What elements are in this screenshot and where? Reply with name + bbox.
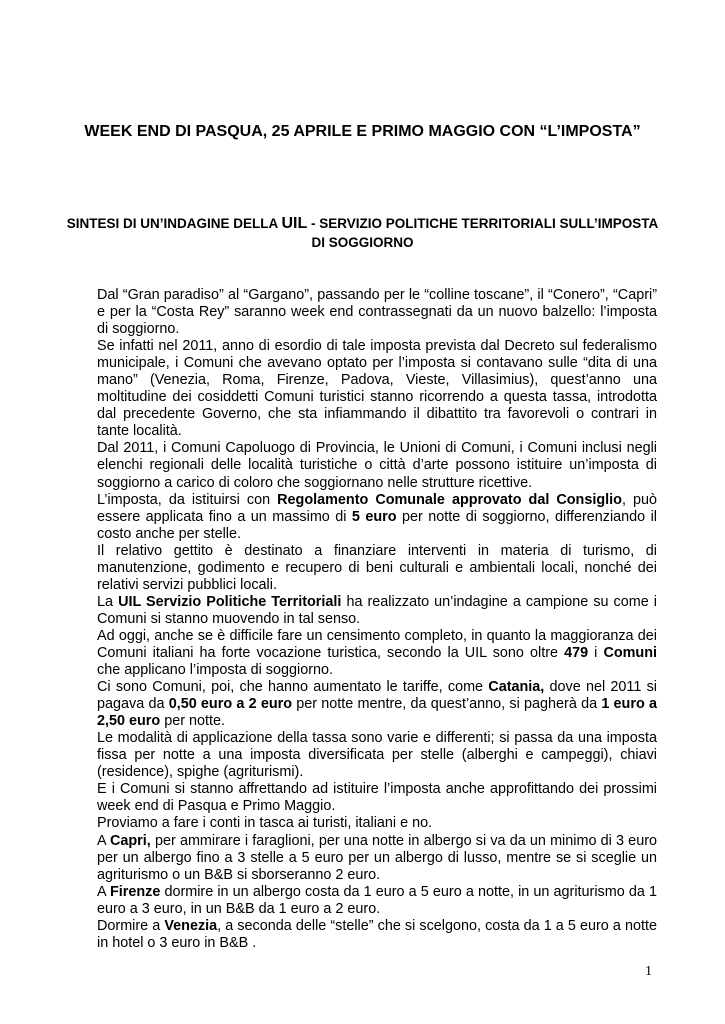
bold-text: 0,50 euro a 2 euro (168, 696, 292, 713)
body-paragraph (97, 543, 657, 594)
bold-text: 5 euro (351, 508, 397, 525)
paragraph-text: ha realizzato un’indagine a campione su come i Comuni si stanno muovendo in tal senso. (97, 593, 657, 627)
page-number: 1 (645, 964, 652, 979)
paragraph-text: Ci sono Comuni, poi, che hanno aumentato le tariffe, come (97, 679, 489, 696)
paragraph-text: dove nel 2011 si pagava da (97, 679, 657, 713)
body-paragraph (97, 679, 657, 730)
paragraph-text: Ad oggi, anche se è difficile fare un censimento completo, in quanto la maggioranza dei Comuni italiani ha forte vocazione turistica, secondo la UIL sono oltre (97, 627, 657, 661)
paragraph-text: dormire in un albergo costa da 1 euro a 5 euro a notte, in un agriturismo da 1 euro a 3 euro, in un B&B da 1 euro a 2 euro. (97, 883, 657, 917)
body-paragraph (97, 492, 657, 543)
paragraph-text: Le modalità di applicazione della tassa sono varie e differenti; si passa da una imposta fissa per notte a una imposta diversificata per stelle (alberghi e campeggi), chiavi (residence), spighe (agriturismi). (97, 730, 657, 781)
paragraph-text: Il relativo gettito è destinato a finanziare interventi in materia di turismo, di manutenzione, godimento e recupero di beni culturali e ambientali locali, nonché dei relativi servizi pubblici locali. (97, 542, 657, 593)
paragraph-text: , può essere applicata fino a un massimo di (97, 491, 657, 525)
paragraph-text: per notte mentre, da quest’anno, si pagherà da (292, 696, 602, 713)
paragraph-text: Dormire a (97, 917, 165, 934)
bold-text: 1 euro a 2,50 euro (97, 696, 657, 730)
body-paragraph (97, 815, 657, 832)
body-paragraph (97, 781, 657, 815)
subtitle-suffix: - SERVIZIO POLITICHE TERRITORIALI SULL’IMPOSTA DI SOGGIORNO (307, 216, 659, 250)
paragraph-text: A (97, 832, 110, 849)
body-paragraph (97, 884, 657, 918)
body-paragraph (97, 338, 657, 440)
bold-text: Catania, (488, 679, 545, 696)
document-title: WEEK END DI PASQUA, 25 APRILE E PRIMO MAGGIO CON “L’IMPOSTA” (84, 123, 641, 140)
paragraph-text: Proviamo a fare i conti in tasca ai turisti, italiani e no. (97, 815, 433, 832)
body-paragraph (97, 594, 657, 628)
bold-text: Regolamento Comunale approvato dal Consiglio (277, 491, 622, 508)
document-subtitle (60, 214, 665, 252)
paragraph-text: A (97, 883, 110, 900)
body-paragraph (97, 833, 657, 884)
paragraph-text: i (588, 644, 604, 661)
body-paragraph (97, 440, 657, 491)
paragraph-text: L’imposta, da istituirsi con (97, 491, 278, 508)
body-paragraph (97, 287, 657, 338)
subtitle-uil: UIL (281, 215, 308, 232)
body-paragraph (97, 918, 657, 952)
body-paragraph (97, 628, 657, 679)
paragraph-text: E i Comuni si stanno affrettando ad istituire l’imposta anche approfittando dei prossimi week end di Pasqua e Primo Maggio. (97, 781, 657, 815)
bold-text: Firenze (109, 883, 161, 900)
paragraph-text: Dal 2011, i Comuni Capoluogo di Provincia, le Unioni di Comuni, i Comuni inclusi negli elenchi regionali delle località turistiche o città d’arte possono istituire un’imposta di soggiorno a carico di coloro che soggiornano nelle strutture ricettive. (97, 440, 657, 491)
paragraph-text: Se infatti nel 2011, anno di esordio di tale imposta prevista dal Decreto sul federalismo municipale, i Comuni che avevano optato per l’imposta si contavano sulle “dita di una mano” (Venezia, Roma, Firenze, Padova, Vieste, Villasimius), quest’anno una moltitudine dei cosiddetti Comuni turistici stanno ricorrendo a questa tassa, introdotta dal precedente Governo, che sta infiammando il dibattito tra favorevoli o contrari in tante località. (97, 338, 657, 440)
paragraph-text: per ammirare i faraglioni, per una notte in albergo si va da un minimo di 3 euro per un albergo fino a 3 stelle a 5 euro per un albergo di lusso, mentre se si sceglie un agriturismo o un B&B si sborseranno 2 euro. (97, 832, 657, 883)
subtitle-prefix: SINTESI DI UN’INDAGINE DELLA (66, 216, 282, 231)
bold-text: UIL Servizio Politiche Territoriali (118, 593, 342, 610)
paragraph-text: per notte di soggiorno, differenziando il costo anche per stelle. (97, 508, 657, 542)
paragraph-text: Dal “Gran paradiso” al “Gargano”, passando per le “colline toscane”, il “Conero”, “Capri” e per la “Costa Rey” saranno week end contrassegnati da un nuovo balzello: l’imposta di soggiorno. (97, 287, 657, 338)
bold-text: 479 (564, 644, 589, 661)
paragraph-text: La (97, 593, 119, 610)
document-body (97, 287, 657, 952)
paragraph-text: per notte. (160, 713, 226, 730)
bold-text: Venezia (164, 917, 218, 934)
bold-text: Capri, (109, 832, 151, 849)
body-paragraph (97, 730, 657, 781)
bold-text: Comuni (603, 644, 657, 661)
paragraph-text: che applicano l’imposta di soggiorno. (97, 662, 333, 679)
paragraph-text: , a seconda delle “stelle” che si scelgono, costa da 1 a 5 euro a notte in hotel o 3 euro in B&B . (97, 917, 657, 951)
